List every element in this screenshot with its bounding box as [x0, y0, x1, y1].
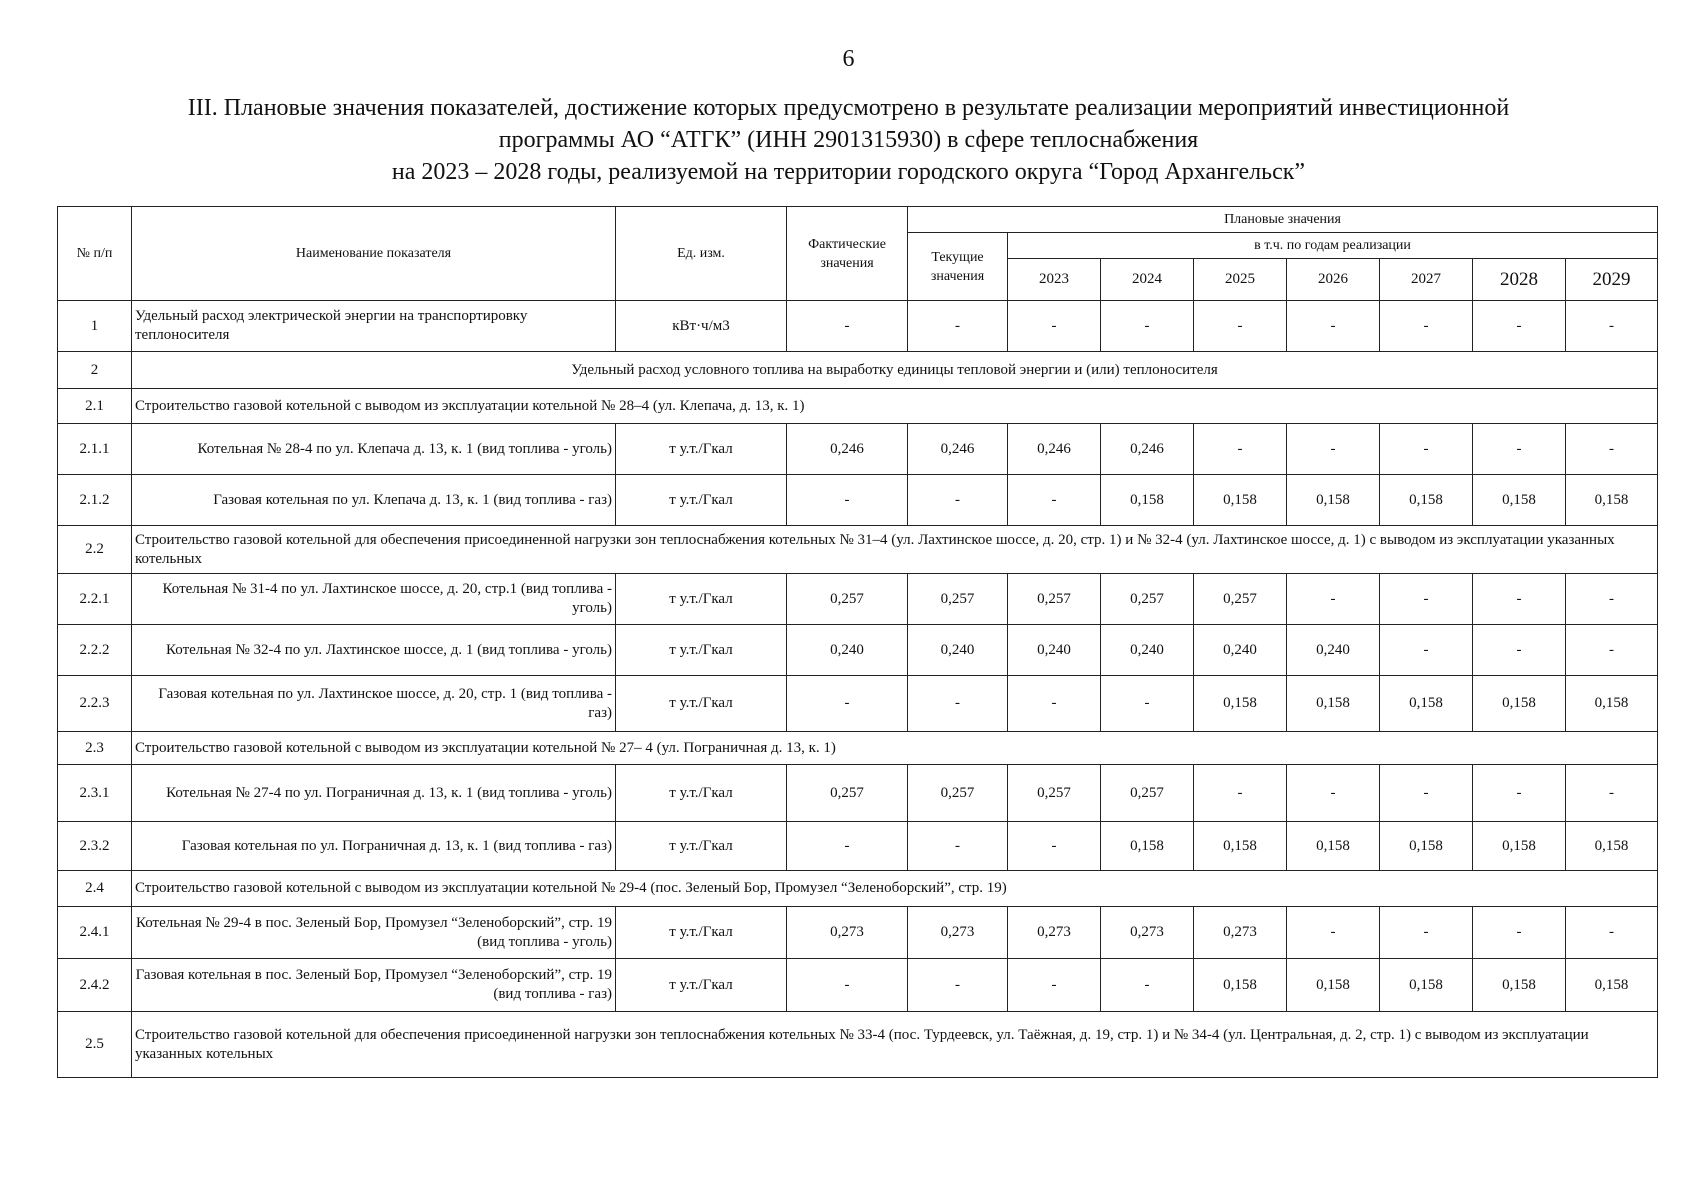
unit-cell: кВт·ч/м3 — [616, 301, 787, 352]
actual-value: 0,257 — [787, 765, 908, 822]
year-value: - — [1287, 301, 1380, 352]
year-value: - — [1566, 301, 1658, 352]
year-value: 0,158 — [1287, 959, 1380, 1012]
header-year: 2028 — [1473, 259, 1566, 301]
section-row — [58, 526, 1658, 574]
table-body — [58, 301, 1658, 1078]
header-unit: Ед. изм. — [616, 207, 787, 301]
indicators-table — [57, 206, 1658, 1078]
page-number: 6 — [842, 46, 855, 72]
year-value: 0,158 — [1566, 822, 1658, 871]
header-year: 2024 — [1101, 259, 1194, 301]
year-value: - — [1008, 475, 1101, 526]
year-value: - — [1473, 424, 1566, 475]
actual-value: - — [787, 301, 908, 352]
document-title — [60, 92, 1637, 188]
row-number: 2 — [58, 352, 132, 389]
year-value: 0,158 — [1287, 676, 1380, 732]
table-row — [58, 676, 1658, 732]
actual-value: - — [787, 475, 908, 526]
unit-cell: т у.т./Гкал — [616, 625, 787, 676]
current-value: - — [908, 676, 1008, 732]
section-row — [58, 732, 1658, 765]
row-number: 2.2 — [58, 526, 132, 574]
header-year: 2023 — [1008, 259, 1101, 301]
year-value: 0,257 — [1008, 765, 1101, 822]
year-value: - — [1008, 959, 1101, 1012]
row-number: 2.4 — [58, 871, 132, 907]
year-value: - — [1287, 424, 1380, 475]
indicator-name: Котельная № 31-4 по ул. Лахтинское шоссе, д. 20, стр.1 (вид топлива - уголь) — [132, 574, 616, 625]
year-value: - — [1008, 301, 1101, 352]
year-value: - — [1380, 765, 1473, 822]
row-number: 2.4.1 — [58, 907, 132, 959]
year-value: 0,158 — [1380, 822, 1473, 871]
indicator-name: Котельная № 32-4 по ул. Лахтинское шоссе, д. 1 (вид топлива - уголь) — [132, 625, 616, 676]
year-value: 0,158 — [1380, 676, 1473, 732]
section-title: Строительство газовой котельной с выводом из эксплуатации котельной № 28–4 (ул. Клепача, д. 13, к. 1) — [132, 389, 1658, 424]
current-value: - — [908, 475, 1008, 526]
current-value: - — [908, 301, 1008, 352]
row-number: 2.1 — [58, 389, 132, 424]
current-value: 0,257 — [908, 574, 1008, 625]
year-value: 0,257 — [1101, 765, 1194, 822]
header-name: Наименование показателя — [132, 207, 616, 301]
year-value: 0,158 — [1194, 959, 1287, 1012]
year-value: 0,257 — [1194, 574, 1287, 625]
year-value: - — [1380, 424, 1473, 475]
unit-cell: т у.т./Гкал — [616, 907, 787, 959]
header-by-years: в т.ч. по годам реализации — [1008, 233, 1658, 259]
year-value: 0,158 — [1194, 676, 1287, 732]
indicator-name: Газовая котельная в пос. Зеленый Бор, Промузел “Зеленоборский”, стр. 19 (вид топлива - газ) — [132, 959, 616, 1012]
year-value: - — [1194, 301, 1287, 352]
year-value: - — [1380, 301, 1473, 352]
actual-value: 0,246 — [787, 424, 908, 475]
year-value: 0,158 — [1473, 822, 1566, 871]
unit-cell: т у.т./Гкал — [616, 822, 787, 871]
section-title: Удельный расход условного топлива на выработку единицы тепловой энергии и (или) теплоносителя — [132, 352, 1658, 389]
year-value: - — [1473, 574, 1566, 625]
year-value: - — [1287, 574, 1380, 625]
year-value: 0,158 — [1473, 475, 1566, 526]
year-value: 0,158 — [1380, 475, 1473, 526]
year-value: - — [1101, 301, 1194, 352]
table-row — [58, 907, 1658, 959]
year-value: 0,273 — [1101, 907, 1194, 959]
year-value: 0,240 — [1287, 625, 1380, 676]
actual-value: - — [787, 822, 908, 871]
table-row — [58, 822, 1658, 871]
year-value: 0,158 — [1473, 676, 1566, 732]
unit-cell: т у.т./Гкал — [616, 765, 787, 822]
row-number: 2.2.2 — [58, 625, 132, 676]
year-value: - — [1566, 424, 1658, 475]
section-row — [58, 352, 1658, 389]
title-line-1: III. Плановые значения показателей, достижение которых предусмотрено в результате реализации мероприятий инвестиционной — [187, 95, 1510, 121]
header-year: 2029 — [1566, 259, 1658, 301]
year-value: 0,257 — [1008, 574, 1101, 625]
section-row — [58, 871, 1658, 907]
header-num: № п/п — [58, 207, 132, 301]
table-row — [58, 959, 1658, 1012]
section-row — [58, 389, 1658, 424]
unit-cell: т у.т./Гкал — [616, 424, 787, 475]
current-value: 0,246 — [908, 424, 1008, 475]
year-value: - — [1380, 907, 1473, 959]
year-value: 0,158 — [1101, 475, 1194, 526]
header-year: 2026 — [1287, 259, 1380, 301]
year-value: - — [1566, 625, 1658, 676]
section-title: Строительство газовой котельной с выводом из эксплуатации котельной № 27– 4 (ул. Пограничная д. 13, к. 1) — [132, 732, 1658, 765]
indicator-name: Котельная № 28-4 по ул. Клепача д. 13, к. 1 (вид топлива - уголь) — [132, 424, 616, 475]
year-value: 0,158 — [1101, 822, 1194, 871]
current-value: 0,257 — [908, 765, 1008, 822]
year-value: - — [1008, 822, 1101, 871]
section-row — [58, 1012, 1658, 1078]
header-actual: Фактические значения — [787, 207, 908, 301]
year-value: - — [1473, 625, 1566, 676]
year-value: 0,158 — [1287, 822, 1380, 871]
current-value: 0,240 — [908, 625, 1008, 676]
current-value: 0,273 — [908, 907, 1008, 959]
year-value: - — [1566, 765, 1658, 822]
year-value: 0,273 — [1194, 907, 1287, 959]
year-value: - — [1380, 625, 1473, 676]
year-value: - — [1194, 424, 1287, 475]
year-value: 0,158 — [1380, 959, 1473, 1012]
indicator-name: Газовая котельная по ул. Лахтинское шоссе, д. 20, стр. 1 (вид топлива - газ) — [132, 676, 616, 732]
indicator-name: Удельный расход электрической энергии на транспортировку теплоносителя — [132, 301, 616, 352]
row-number: 2.5 — [58, 1012, 132, 1078]
year-value: 0,257 — [1101, 574, 1194, 625]
row-number: 2.3.2 — [58, 822, 132, 871]
table-header — [58, 207, 1658, 301]
actual-value: 0,257 — [787, 574, 908, 625]
actual-value: - — [787, 959, 908, 1012]
year-value: - — [1287, 907, 1380, 959]
section-title: Строительство газовой котельной для обеспечения присоединенной нагрузки зон теплоснабжения котельных № 33-4 (пос. Турдеевск, ул. Таёжная, д. 19, стр. 1) и № 34-4 (ул. Центральная, д. 2, стр. 1) с выводом из эксплуатации указанных котельных — [132, 1012, 1658, 1078]
indicator-name: Газовая котельная по ул. Пограничная д. 13, к. 1 (вид топлива - газ) — [132, 822, 616, 871]
unit-cell: т у.т./Гкал — [616, 475, 787, 526]
year-value: - — [1008, 676, 1101, 732]
section-title: Строительство газовой котельной для обеспечения присоединенной нагрузки зон теплоснабжения котельных № 31–4 (ул. Лахтинское шоссе, д. 20, стр. 1) и № 32-4 (ул. Лахтинское шоссе, д. 1) с выводом из эксплуатации указанных котельных — [132, 526, 1658, 574]
row-number: 2.3 — [58, 732, 132, 765]
header-current: Текущие значения — [908, 233, 1008, 301]
year-value: 0,158 — [1473, 959, 1566, 1012]
row-number: 2.4.2 — [58, 959, 132, 1012]
unit-cell: т у.т./Гкал — [616, 959, 787, 1012]
year-value: 0,158 — [1287, 475, 1380, 526]
year-value: 0,246 — [1101, 424, 1194, 475]
section-title: Строительство газовой котельной с выводом из эксплуатации котельной № 29-4 (пос. Зеленый Бор, Промузел “Зеленоборский”, стр. 19) — [132, 871, 1658, 907]
row-number: 2.2.1 — [58, 574, 132, 625]
actual-value: 0,240 — [787, 625, 908, 676]
year-value: 0,158 — [1566, 475, 1658, 526]
header-year: 2025 — [1194, 259, 1287, 301]
table-row — [58, 625, 1658, 676]
year-value: - — [1566, 574, 1658, 625]
year-value: 0,240 — [1194, 625, 1287, 676]
table-row — [58, 475, 1658, 526]
year-value: 0,158 — [1194, 822, 1287, 871]
year-value: - — [1287, 765, 1380, 822]
unit-cell: т у.т./Гкал — [616, 574, 787, 625]
current-value: - — [908, 822, 1008, 871]
year-value: - — [1101, 676, 1194, 732]
year-value: - — [1380, 574, 1473, 625]
row-number: 2.2.3 — [58, 676, 132, 732]
year-value: - — [1566, 907, 1658, 959]
current-value: - — [908, 959, 1008, 1012]
title-line-3: на 2023 – 2028 годы, реализуемой на территории городского округа “Город Архангельск” — [391, 159, 1306, 185]
row-number: 2.3.1 — [58, 765, 132, 822]
actual-value: - — [787, 676, 908, 732]
unit-cell: т у.т./Гкал — [616, 676, 787, 732]
year-value: 0,240 — [1101, 625, 1194, 676]
actual-value: 0,273 — [787, 907, 908, 959]
year-value: - — [1194, 765, 1287, 822]
year-value: 0,273 — [1008, 907, 1101, 959]
year-value: - — [1473, 301, 1566, 352]
indicator-name: Котельная № 27-4 по ул. Пограничная д. 13, к. 1 (вид топлива - уголь) — [132, 765, 616, 822]
indicator-name: Газовая котельная по ул. Клепача д. 13, к. 1 (вид топлива - газ) — [132, 475, 616, 526]
table-row — [58, 765, 1658, 822]
table-row — [58, 424, 1658, 475]
year-value: - — [1101, 959, 1194, 1012]
year-value: 0,246 — [1008, 424, 1101, 475]
year-value: - — [1473, 765, 1566, 822]
row-number: 2.1.2 — [58, 475, 132, 526]
indicator-name: Котельная № 29-4 в пос. Зеленый Бор, Промузел “Зеленоборский”, стр. 19 (вид топлива - уголь) — [132, 907, 616, 959]
year-value: 0,158 — [1566, 959, 1658, 1012]
year-value: 0,158 — [1194, 475, 1287, 526]
year-value: 0,158 — [1566, 676, 1658, 732]
row-number: 1 — [58, 301, 132, 352]
title-line-2: программы АО “АТГК” (ИНН 2901315930) в сфере теплоснабжения — [498, 127, 1199, 153]
table-row — [58, 574, 1658, 625]
header-planned: Плановые значения — [908, 207, 1658, 233]
header-year: 2027 — [1380, 259, 1473, 301]
year-value: - — [1473, 907, 1566, 959]
year-value: 0,240 — [1008, 625, 1101, 676]
row-number: 2.1.1 — [58, 424, 132, 475]
table-row — [58, 301, 1658, 352]
